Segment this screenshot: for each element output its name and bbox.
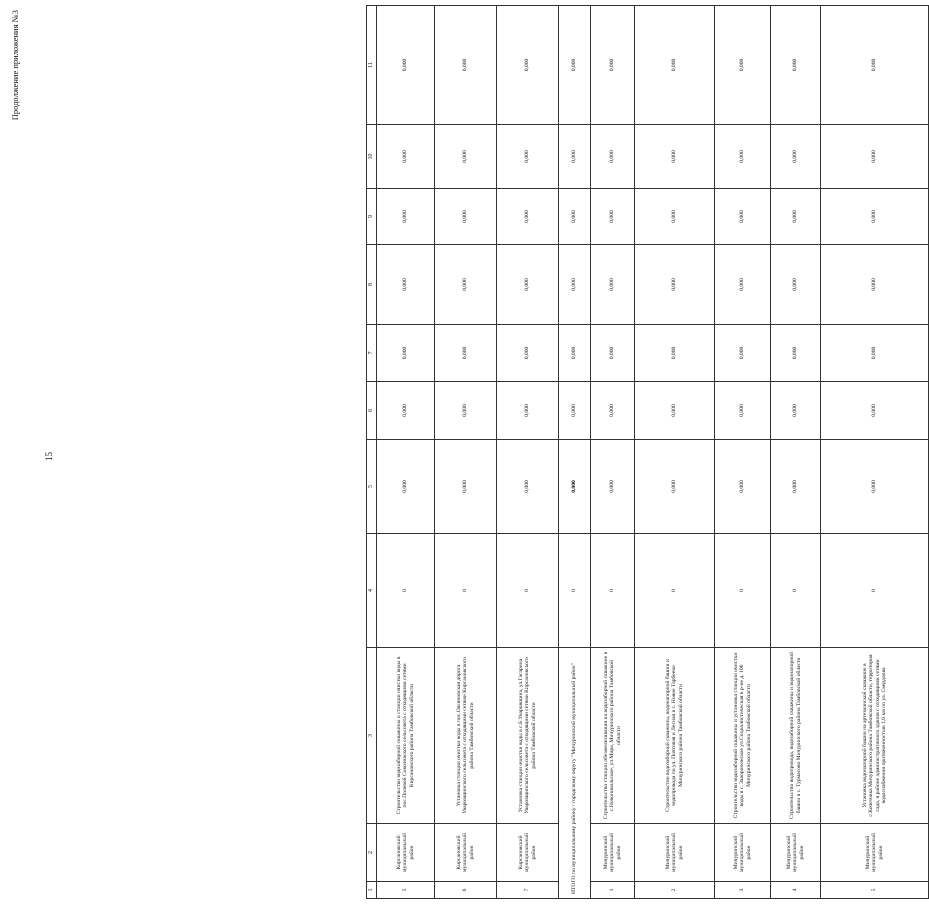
value-cell: 0,000 — [591, 440, 635, 534]
total-row — [559, 6, 591, 899]
value-cell: 0,000 — [591, 125, 635, 189]
table-row — [435, 6, 497, 899]
value-cell: 0 — [591, 534, 635, 648]
value-cell: 0,000 — [821, 125, 929, 189]
value-cell: 0,000 — [559, 440, 591, 534]
value-cell: 0,000 — [635, 6, 715, 125]
district-cell: Кирсановский муниципальный район — [435, 824, 497, 882]
value-cell: 0,000 — [715, 325, 771, 382]
table-row — [497, 6, 559, 899]
value-cell: 0,000 — [559, 382, 591, 440]
total-label: ИТОГО по муниципальному району / городскому округу "Мичуринский муниципальный район" — [559, 648, 591, 899]
value-cell: 0,000 — [771, 189, 821, 245]
value-cell: 0,000 — [635, 125, 715, 189]
table-row — [591, 6, 635, 899]
value-cell: 0,000 — [771, 245, 821, 325]
value-cell: 0,000 — [559, 6, 591, 125]
row-number: 5 — [377, 882, 435, 899]
value-cell: 0 — [771, 534, 821, 648]
col-number: 5 — [367, 440, 377, 534]
value-cell: 0,000 — [821, 325, 929, 382]
value-cell: 0,000 — [771, 382, 821, 440]
value-cell: 0,000 — [497, 189, 559, 245]
value-cell: 0,000 — [715, 189, 771, 245]
value-cell: 0,000 — [771, 325, 821, 382]
value-cell: 0,000 — [377, 325, 435, 382]
row-number: 1 — [591, 882, 635, 899]
value-cell: 0,000 — [435, 6, 497, 125]
value-cell: 0,000 — [821, 6, 929, 125]
row-number: 6 — [435, 882, 497, 899]
value-cell: 0,000 — [715, 245, 771, 325]
district-cell: Кирсановский муниципальный район — [377, 824, 435, 882]
value-cell: 0,000 — [635, 325, 715, 382]
col-number: 11 — [367, 6, 377, 125]
value-cell: 0 — [821, 534, 929, 648]
row-number: 4 — [771, 882, 821, 899]
description-cell: Установка станции очистки воды в с.Б.Уваровщина, ул.Гагарина Уваровщинского сельсовета с отходящими сетями Кирсановского района Тамбовской области — [497, 648, 559, 824]
value-cell: 0,000 — [377, 382, 435, 440]
table-row — [771, 6, 821, 899]
value-cell: 0,000 — [497, 325, 559, 382]
row-number: 2 — [635, 882, 715, 899]
col-number: 2 — [367, 824, 377, 882]
data-table — [366, 5, 929, 899]
value-cell: 0,000 — [821, 189, 929, 245]
continuation-header: Продолжение приложения №3 — [10, 10, 20, 121]
value-cell: 0,000 — [715, 382, 771, 440]
table-row — [715, 6, 771, 899]
value-cell: 0,000 — [591, 382, 635, 440]
value-cell: 0 — [497, 534, 559, 648]
table-row — [821, 6, 929, 899]
table-row — [377, 6, 435, 899]
row-number: 3 — [715, 882, 771, 899]
description-cell: Строительство водозаборной скважины и станции очистки воды в пос.Полевой Соколовского сельсовета с отходящими сетями Кирсановского района Тамбовской области — [377, 648, 435, 824]
value-cell: 0,000 — [497, 125, 559, 189]
value-cell: 0,000 — [435, 125, 497, 189]
value-cell: 0,000 — [559, 325, 591, 382]
col-number: 1 — [367, 882, 377, 899]
value-cell: 0,000 — [559, 125, 591, 189]
value-cell: 0,000 — [771, 6, 821, 125]
value-cell: 0,000 — [771, 440, 821, 534]
description-cell: Строительство водопровода, водозаборной скважины и водонапорной башни в с. Турмасово Мичуринского района Тамбовской области — [771, 648, 821, 824]
col-number: 6 — [367, 382, 377, 440]
column-number-row — [367, 6, 377, 899]
value-cell: 0,000 — [591, 245, 635, 325]
value-cell: 0,000 — [559, 245, 591, 325]
value-cell: 0,000 — [377, 189, 435, 245]
value-cell: 0 — [559, 534, 591, 648]
table-row — [635, 6, 715, 899]
value-cell: 0 — [715, 534, 771, 648]
district-cell: Мичуринский муниципальный район — [771, 824, 821, 882]
value-cell: 0,000 — [559, 189, 591, 245]
col-number: 9 — [367, 189, 377, 245]
col-number: 7 — [367, 325, 377, 382]
value-cell: 0,000 — [497, 245, 559, 325]
value-cell: 0,000 — [821, 382, 929, 440]
value-cell: 0,000 — [497, 6, 559, 125]
district-cell: Мичуринский муниципальный район — [821, 824, 929, 882]
value-cell: 0,000 — [435, 189, 497, 245]
value-cell: 0,000 — [715, 6, 771, 125]
value-cell: 0,000 — [497, 382, 559, 440]
district-cell: Кирсановский муниципальный район — [497, 824, 559, 882]
value-cell: 0,000 — [715, 125, 771, 189]
district-cell: Мичуринский муниципальный район — [715, 824, 771, 882]
value-cell: 0,000 — [377, 245, 435, 325]
district-cell: Мичуринский муниципальный район — [635, 824, 715, 882]
value-cell: 0,000 — [377, 440, 435, 534]
description-cell: Установка водонапорной башни на артезианской скважине в с.Кочетовка Мичуринского района Тамбовской области, территория сада, в районе административного здания с отходящими сетями водоснабжения протяженностью 1,0 км по ул. Свердлова — [821, 648, 929, 824]
value-cell: 0,000 — [591, 189, 635, 245]
col-number: 10 — [367, 125, 377, 189]
value-cell: 0,000 — [497, 440, 559, 534]
col-number: 4 — [367, 534, 377, 648]
value-cell: 0 — [377, 534, 435, 648]
value-cell: 0 — [435, 534, 497, 648]
value-cell: 0,000 — [591, 325, 635, 382]
col-number: 3 — [367, 648, 377, 824]
value-cell: 0,000 — [435, 440, 497, 534]
row-number: 7 — [497, 882, 559, 899]
description-cell: Строительство станции обезжелезивания на водозаборной скважине в с.Новоникольское, ул.Мира, Мичуринского района Тамбовской области — [591, 648, 635, 824]
value-cell: 0,000 — [635, 382, 715, 440]
district-cell: Мичуринский муниципальный район — [591, 824, 635, 882]
value-cell: 0,000 — [635, 440, 715, 534]
value-cell: 0,000 — [635, 245, 715, 325]
page-number: 15 — [44, 452, 54, 461]
value-cell: 0,000 — [591, 6, 635, 125]
value-cell: 0 — [635, 534, 715, 648]
description-cell: Строительство водозаборной скважины и установка станции очистки воды в с. Заворонежское ул.Социалистическая в р-не д. 106 Мичуринского района Тамбовской области — [715, 648, 771, 824]
value-cell: 0,000 — [435, 245, 497, 325]
value-cell: 0,000 — [635, 189, 715, 245]
value-cell: 0,000 — [377, 125, 435, 189]
col-number: 8 — [367, 245, 377, 325]
value-cell: 0,000 — [771, 125, 821, 189]
value-cell: 0,000 — [435, 325, 497, 382]
row-number: 5 — [821, 882, 929, 899]
value-cell: 0,000 — [435, 382, 497, 440]
value-cell: 0,000 — [821, 440, 929, 534]
value-cell: 0,000 — [377, 6, 435, 125]
value-cell: 0,000 — [821, 245, 929, 325]
description-cell: Строительство водозаборной скважины, водонапорной башни и водопровода по ул. Почтовая и Лесная в с. Новое Тарбеево Мичуринского района Тамбовской области — [635, 648, 715, 824]
description-cell: Установка станции очистки воды в пос.Овсяновская дорога Уваровщинского сельсовета с отходящими сетями Кирсановского района Тамбовской области — [435, 648, 497, 824]
value-cell: 0,000 — [715, 440, 771, 534]
